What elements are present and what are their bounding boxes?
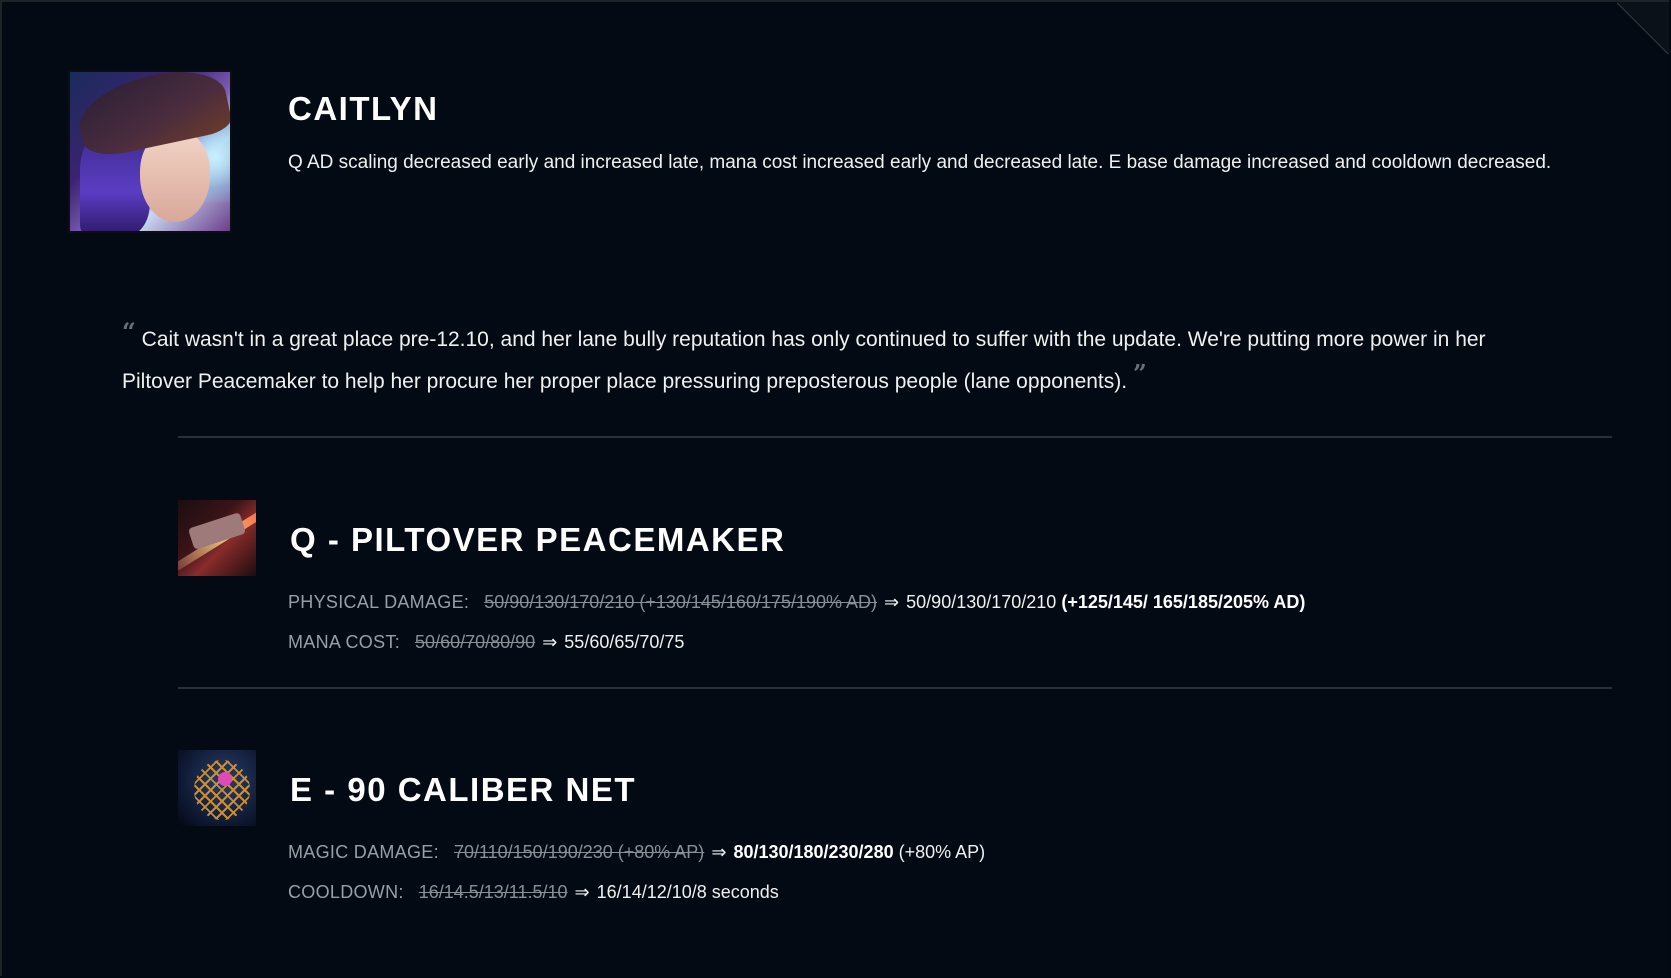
new-value: 55/60/65/70/75	[564, 632, 685, 652]
arrow-icon: ⇒	[711, 842, 727, 862]
attribute-mana-cost	[288, 632, 684, 653]
arrow-icon: ⇒	[574, 882, 590, 902]
divider	[178, 436, 1612, 438]
designer-quote	[122, 315, 1552, 399]
old-value: 16/14.5/13/11.5/10	[418, 882, 568, 902]
new-value-bold: 80/130/180/230/280	[733, 842, 894, 862]
new-value: (+80% AP)	[898, 842, 986, 862]
corner-notch	[1617, 2, 1669, 54]
arrow-icon: ⇒	[542, 632, 558, 652]
caliber-net-icon	[178, 750, 256, 826]
attribute-magic-damage	[288, 842, 985, 863]
new-value-bold: (+125/145/ 165/185/205% AD)	[1061, 592, 1306, 612]
champion-name: CAITLYN	[288, 90, 439, 127]
old-value: 50/90/130/170/210 (+130/145/160/175/190% AD)	[484, 592, 878, 612]
attribute-physical-damage	[288, 592, 1305, 613]
open-quote-icon: “	[122, 317, 136, 346]
ability-title-q: Q - PILTOVER PEACEMAKER	[290, 521, 786, 558]
old-value: 50/60/70/80/90	[415, 632, 536, 652]
attribute-label: COOLDOWN:	[288, 882, 404, 902]
champion-portrait	[68, 70, 232, 233]
attribute-label: MANA COST:	[288, 632, 401, 652]
quote-text: Cait wasn't in a great place pre-12.10, and her lane bully reputation has only continued to suffer with the update. We're putting more power in her Piltover Peacemaker to help her procure her proper place pressuring preposterous people (lane opponents).	[122, 328, 1486, 393]
divider	[178, 687, 1612, 689]
attribute-cooldown	[288, 882, 779, 903]
arrow-icon: ⇒	[884, 592, 900, 612]
new-value: 50/90/130/170/210	[906, 592, 1057, 612]
close-quote-icon: ”	[1132, 359, 1147, 388]
attribute-label: MAGIC DAMAGE:	[288, 842, 439, 862]
ability-title-e: E - 90 CALIBER NET	[290, 771, 637, 808]
new-value: 16/14/12/10/8 seconds	[596, 882, 779, 902]
old-value: 70/110/150/190/230 (+80% AP)	[453, 842, 705, 862]
champion-summary: Q AD scaling decreased early and increased late, mana cost increased early and decreased late. E base damage increased and cooldown decreased.	[288, 152, 1552, 173]
piltover-peacemaker-icon	[178, 500, 256, 576]
attribute-label: PHYSICAL DAMAGE:	[288, 592, 470, 612]
